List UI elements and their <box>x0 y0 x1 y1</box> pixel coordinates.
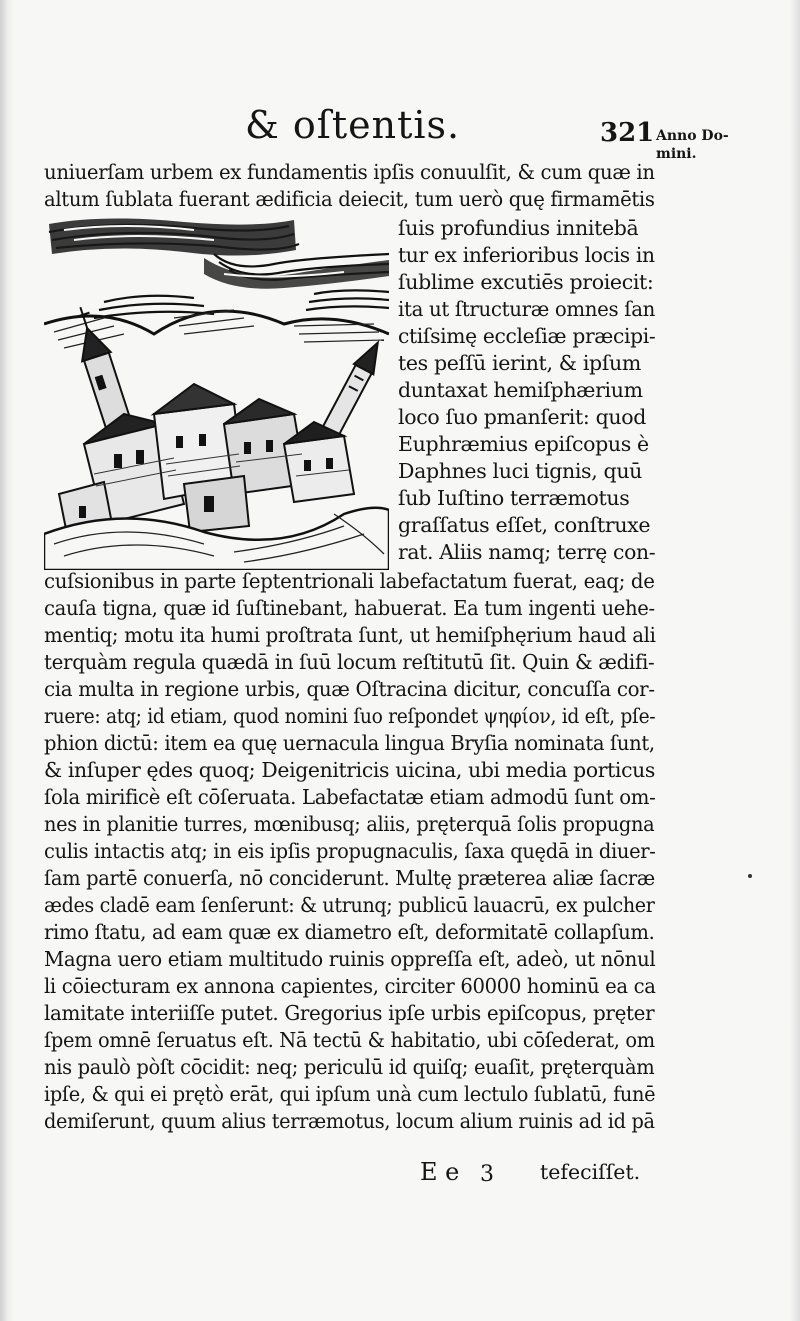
text-line: culis intactis atq; in eis ipſis propugnaculis, ſaxa quędā in diuer- <box>44 839 656 863</box>
running-title: & oſtentis. <box>245 103 461 147</box>
text-line: ita ut ſtructuræ omnes ſan <box>398 297 656 321</box>
catchword: tefeciſſet. <box>540 1160 641 1184</box>
margin-note-line: mini. <box>656 146 697 162</box>
text-line: cauſa tigna, quæ id ſuſtinebant, habuerat. Ea tum ingenti uehe- <box>44 596 655 620</box>
text-line: & inſuper ędes quoq; Deigenitricis uicina, ubi media porticus <box>44 758 655 782</box>
page-edge-right <box>790 0 800 1321</box>
text-line: phion dictū: item ea quę uernacula lingua Bryſia nominata ſunt, <box>44 731 655 755</box>
text-line: ctiſsimę eccleſiæ præcipi- <box>398 324 656 348</box>
text-line: rimo ſtatu, ad eam quæ ex diametro eſt, deformitatē collapſum. <box>44 920 655 944</box>
text-line: cia multa in regione urbis, quæ Oſtracina dicitur, concuſſa cor- <box>44 677 655 701</box>
text-line: Magna uero etiam multitudo ruinis oppreſſa eſt, adeò, ut nōnul <box>44 947 656 971</box>
text-line: Daphnes luci tignis, quū <box>398 459 643 483</box>
text-line: tur ex inferioribus locis in <box>398 243 655 267</box>
text-line: mentiq; motu ita humi proſtrata ſunt, ut hemiſphęrium haud ali <box>44 623 656 647</box>
page-number: 321 <box>600 118 655 148</box>
text-line: ſam partē conuerſa, nō conciderunt. Multę præterea aliæ ſacræ <box>44 866 655 890</box>
text-line: ſub Iuſtino terræmotus <box>398 486 630 510</box>
page-edge-shadow <box>0 0 14 1321</box>
text-line: Euphræmius epiſcopus è <box>398 432 649 456</box>
text-line: uniuerſam urbem ex fundamentis ipſis conuulſit, & cum quæ in <box>44 160 655 184</box>
text-line: ſpem omnē ſeruatus eſt. Nā tectū & habitatio, ubi cōſederat, om <box>44 1028 655 1052</box>
text-line: graſſatus eſſet, conſtruxe <box>398 513 651 537</box>
margin-note <box>656 127 729 163</box>
text-line: ipſe, & qui ei prętò erāt, qui ipſum unà cum lectulo ſublatū, funē <box>44 1082 656 1106</box>
text-line: ſublime excutiēs proiecit: <box>398 270 654 294</box>
text-line: nes in planitie turres, mœnibusq; aliis, pręterquā ſolis propugna <box>44 812 655 836</box>
text-line: lamitate interiiſſe putet. Gregorius ipſe urbis epiſcopus, pręter <box>44 1001 655 1025</box>
ink-speck <box>748 874 752 878</box>
text-line: ædes cladē eam ſenſerunt: & utrunq; publicū lauacrū, ex pulcher <box>44 893 655 917</box>
text-line: cuſsionibus in parte ſeptentrionali labefactatum fuerat, eaq; de <box>44 569 655 593</box>
margin-note-line: Anno Do- <box>656 128 729 144</box>
text-line: loco ſuo pmanſerit: quod <box>398 405 647 429</box>
text-line: altum ſublata fuerant ædificia deiecit, tum uerò quę firmamētis <box>44 187 655 211</box>
text-line: nis paulò pòſt cōcidit: neq; periculū id quiſq; euaſit, pręterquàm <box>44 1055 655 1079</box>
text-line: ſuis profundius innitebā <box>398 216 639 240</box>
text-line: tes peſſū ierint, & ipſum <box>398 351 641 375</box>
text-line: ſola mirificè eſt cōſeruata. Labefactatæ etiam admodū ſunt om- <box>44 785 656 809</box>
signature-number: 3 <box>480 1162 494 1187</box>
earthquake-woodcut-illustration <box>44 214 389 570</box>
text-line: demiſerunt, quum alius terræmotus, locum alium ruinis ad id pā <box>44 1109 655 1133</box>
signature-mark: E e <box>420 1158 460 1186</box>
text-line: li cōiecturam ex annona capientes, circiter 60000 hominū ea ca <box>44 974 656 998</box>
text-line: duntaxat hemiſphærium <box>398 378 643 402</box>
text-line: rat. Aliis namq; terrę con- <box>398 540 656 564</box>
text-line: ruere: atq; id etiam, quod nomini ſuo reſpondet ψηφίον, id eſt, pſe- <box>44 704 656 728</box>
text-line: terquàm regula quædā in ſuū locum reſtitutū ſit. Quin & ædifi- <box>44 650 655 674</box>
